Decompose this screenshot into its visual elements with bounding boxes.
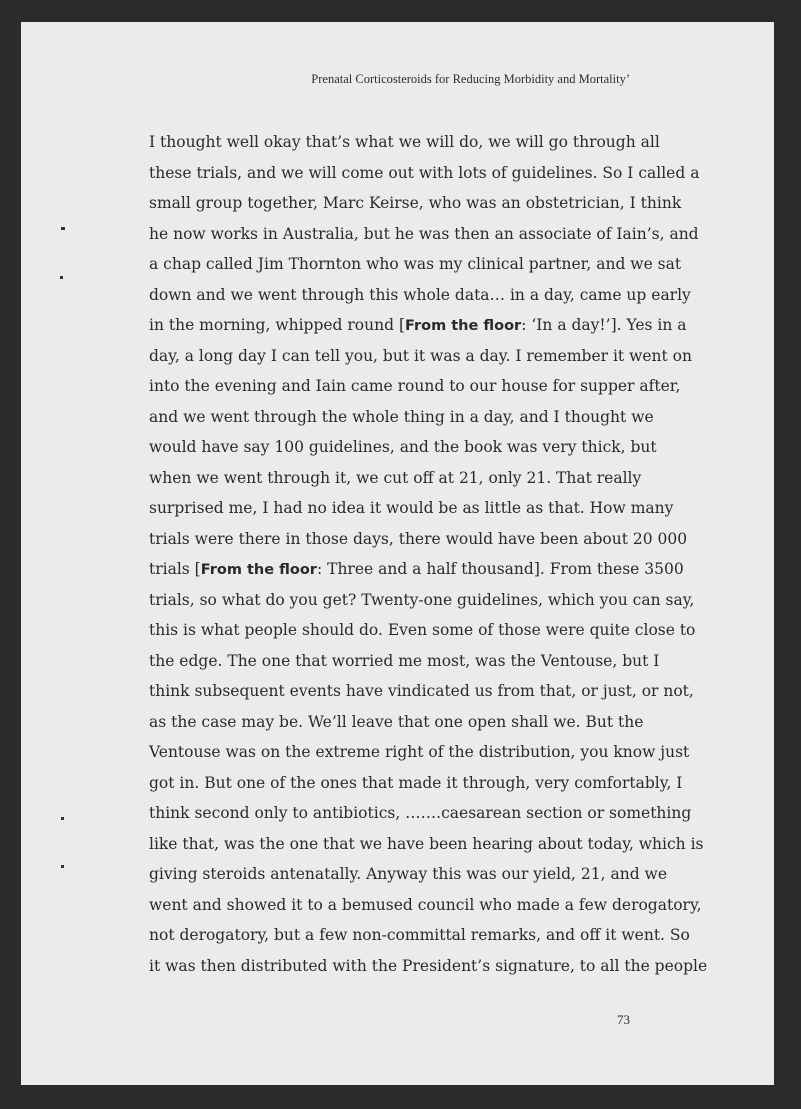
text-line: into the evening and Iain came round to our house for supper after, (149, 377, 681, 395)
text-line: surprised me, I had no idea it would be as little as that. How many (149, 499, 674, 517)
text-line: would have say 100 guidelines, and the book was very thick, but (149, 438, 657, 456)
text-line: the edge. The one that worried me most, was the Ventouse, but I (149, 651, 660, 670)
text-line: he now works in Australia, but he was then an associate of Iain’s, and (149, 224, 699, 243)
text-line: when we went through it, we cut off at 21, only 21. That really (149, 468, 642, 487)
running-header: Prenatal Corticosteroids for Reducing Morbidity and Mortality’ (311, 72, 630, 86)
text-line: and we went through the whole thing in a day, and I thought we (149, 407, 654, 426)
text-line: a chap called Jim Thornton who was my clinical partner, and we sat (149, 255, 682, 273)
margin-mark (60, 276, 63, 279)
text-line: down and we went through this whole data… in a day, came up early (149, 285, 691, 304)
text-line-with-floor-remark (149, 554, 684, 585)
text-segment: in the morning, whipped round [ (149, 316, 405, 334)
text-line: got in. But one of the ones that made it through, very comfortably, I (149, 773, 683, 792)
floor-label: From the floor (405, 318, 522, 334)
page-number: 73 (617, 1012, 630, 1027)
text-line: these trials, and we will come out with lots of guidelines. So I called a (149, 163, 700, 182)
text-line: I thought well okay that’s what we will do, we will go through all (149, 133, 660, 151)
text-line: giving steroids antenatally. Anyway this was our yield, 21, and we (149, 865, 667, 883)
text-line: think subsequent events have vindicated us from that, or just, or not, (149, 682, 694, 700)
body-text (149, 127, 708, 981)
text-segment: trials [ (149, 560, 201, 578)
text-line: as the case may be. We’ll leave that one open shall we. But the (149, 712, 644, 731)
text-line: this is what people should do. Even some of those were quite close to (149, 621, 696, 639)
floor-label: From the floor (200, 562, 317, 578)
text-line: not derogatory, but a few non-committal remarks, and off it went. So (149, 926, 690, 944)
text-line: think second only to antibiotics, …….caesarean section or something (149, 804, 692, 822)
text-line-with-floor-remark (149, 310, 687, 341)
text-line: went and showed it to a bemused council who made a few derogatory, (149, 895, 702, 914)
text-segment: : ‘In a day!’]. Yes in a (521, 316, 687, 334)
margin-mark (61, 817, 64, 820)
text-line: like that, was the one that we have been hearing about today, which is (149, 834, 704, 853)
margin-mark (61, 865, 64, 868)
text-line: Ventouse was on the extreme right of the distribution, you know just (149, 743, 690, 761)
text-line: trials were there in those days, there would have been about 20 000 (149, 529, 688, 548)
margin-mark (61, 227, 65, 230)
document-page (21, 22, 774, 1085)
text-line: it was then distributed with the President’s signature, to all the people (149, 956, 708, 975)
text-line: day, a long day I can tell you, but it was a day. I remember it went on (149, 346, 692, 365)
text-line: trials, so what do you get? Twenty-one guidelines, which you can say, (149, 590, 695, 609)
text-line: small group together, Marc Keirse, who was an obstetrician, I think (149, 194, 682, 212)
text-segment: : Three and a half thousand]. From these 3500 (316, 560, 684, 578)
